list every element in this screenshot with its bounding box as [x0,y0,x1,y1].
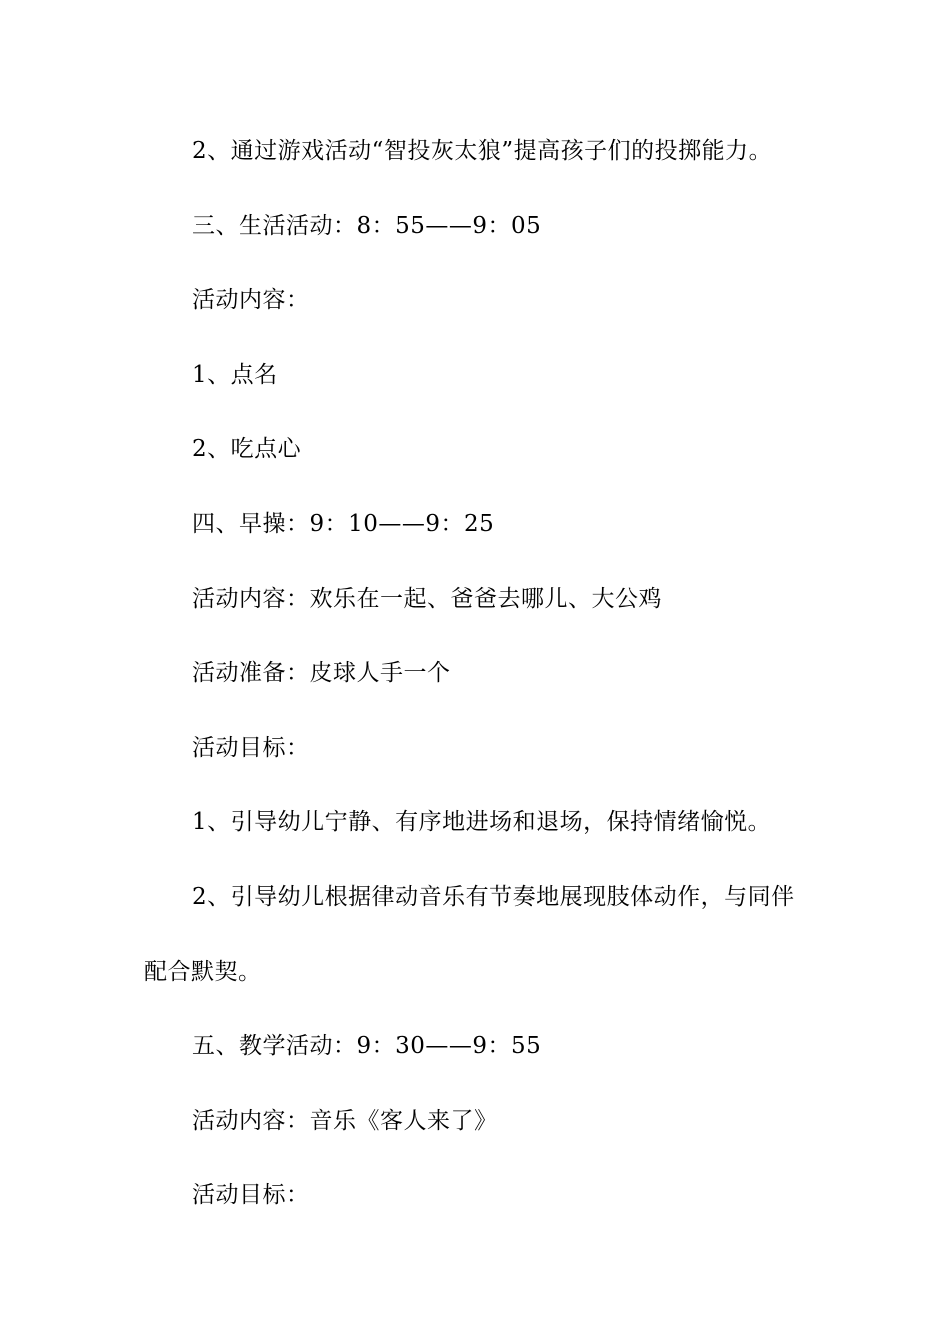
text-line: 配合默契。 [144,959,262,985]
text-line: 2、引导幼儿根据律动音乐有节奏地展现肢体动作，与同伴 [192,884,795,910]
text-line: 2、吃点心 [192,436,302,462]
section-heading: 三、生活活动：8：55——9：05 [192,213,542,239]
text-line: 活动目标： [192,735,310,761]
text-line: 1、点名 [192,362,278,388]
text-line: 活动准备：皮球人手一个 [192,660,451,686]
text-line: 活动目标： [192,1182,310,1208]
text-line: 活动内容： [192,287,310,313]
section-heading: 四、早操：9：10——9：25 [192,511,495,537]
text-line: 1、引导幼儿宁静、有序地进场和退场，保持情绪愉悦。 [192,809,772,835]
text-line: 活动内容：欢乐在一起、爸爸去哪儿、大公鸡 [192,586,662,612]
text-line: 活动内容：音乐《客人来了》 [192,1108,498,1134]
section-heading: 五、教学活动：9：30——9：55 [192,1033,542,1059]
text-line: 2、通过游戏活动“智投灰太狼”提高孩子们的投掷能力。 [192,138,773,164]
